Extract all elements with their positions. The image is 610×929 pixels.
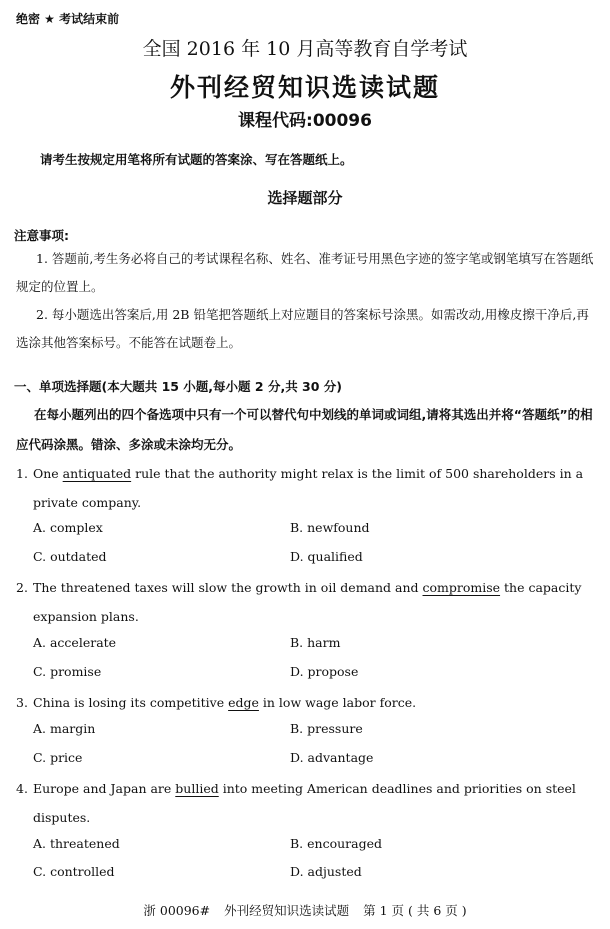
q3-option-b: B. pressure xyxy=(290,721,363,736)
question-continuation: disputes. xyxy=(33,810,91,825)
q4-option-b: B. encouraged xyxy=(290,836,382,851)
q3-option-c: C. price xyxy=(33,750,83,765)
question-text: One xyxy=(33,466,63,481)
footer-code: 浙 00096# xyxy=(143,903,211,918)
q4-option-d: D. adjusted xyxy=(290,864,362,879)
page-footer xyxy=(0,901,610,919)
q4-option-a: A. threatened xyxy=(33,836,120,851)
note-2: 2. 每小题选出答案后,用 2B 铅笔把答题纸上对应题目的答案标号涂黑。如需改动,用橡皮擦干净后,再选涂其他答案标号。不能答在试题卷上。 xyxy=(16,307,589,350)
question-text: into meeting American deadlines and priorities on steel xyxy=(218,781,576,796)
underlined-word: antiquated xyxy=(62,466,132,481)
underlined-word: bullied xyxy=(175,781,219,796)
q1-option-a: A. complex xyxy=(33,520,103,535)
q2-option-a: A. accelerate xyxy=(33,635,117,650)
question-text: the capacity xyxy=(500,580,582,595)
course-code: 课程代码:00096 xyxy=(238,111,372,131)
q1-option-c: C. outdated xyxy=(33,549,107,564)
question-continuation: private company. xyxy=(33,495,142,510)
notes-heading: 注意事项: xyxy=(14,228,69,243)
q1-option-b: B. newfound xyxy=(290,520,370,535)
section-title: 选择题部分 xyxy=(267,189,343,207)
question-text: The threatened taxes will slow the growth in oil demand and xyxy=(33,580,423,595)
q1-option-d: D. qualified xyxy=(290,549,363,564)
part1-heading: 一、单项选择题(本大题共 15 小题,每小题 2 分,共 30 分) xyxy=(14,379,343,394)
question-text: in low wage labor force. xyxy=(258,695,417,710)
q2-option-b: B. harm xyxy=(290,635,341,650)
q3-option-d: D. advantage xyxy=(290,750,374,765)
question-continuation: expansion plans. xyxy=(33,609,139,624)
q4-option-c: C. controlled xyxy=(33,864,115,879)
question-text: rule that the authority might relax is the limit of 500 shareholders in a xyxy=(131,466,584,481)
question-2 xyxy=(16,573,596,631)
part1-instruction: 在每小题列出的四个备选项中只有一个可以替代句中划线的单词或词组,请将其选出并将“答题纸”的相应代码涂黑。错涂、多涂或未涂均无分。 xyxy=(16,407,593,452)
main-instruction: 请考生按规定用笔将所有试题的答案涂、写在答题纸上。 xyxy=(40,152,353,167)
confidentiality-mark: 绝密 ★ 考试结束前 xyxy=(16,12,120,26)
question-number: 2. xyxy=(16,580,28,595)
question-number: 3. xyxy=(16,695,28,710)
note-1: 1. 答题前,考生务必将自己的考试课程名称、姓名、准考证号用黑色字迹的签字笔或钢笔填写在答题纸规定的位置上。 xyxy=(16,251,594,294)
question-3 xyxy=(16,688,596,717)
question-1 xyxy=(16,459,596,517)
q2-option-c: C. promise xyxy=(33,664,102,679)
exam-session-line: 全国 2016 年 10 月高等教育自学考试 xyxy=(142,38,468,60)
page-title: 外刊经贸知识选读试题 xyxy=(169,73,440,102)
question-text: China is losing its competitive xyxy=(33,695,229,710)
question-number: 1. xyxy=(16,466,28,481)
underlined-word: compromise xyxy=(422,580,501,595)
q3-option-a: A. margin xyxy=(33,721,96,736)
question-text: Europe and Japan are xyxy=(33,781,176,796)
footer-title: 外刊经贸知识选读试题 xyxy=(224,903,350,918)
footer-page: 第 1 页 ( 共 6 页 ) xyxy=(363,903,467,918)
underlined-word: edge xyxy=(228,695,259,710)
q2-option-d: D. propose xyxy=(290,664,359,679)
question-4 xyxy=(16,774,596,832)
question-number: 4. xyxy=(16,781,28,796)
